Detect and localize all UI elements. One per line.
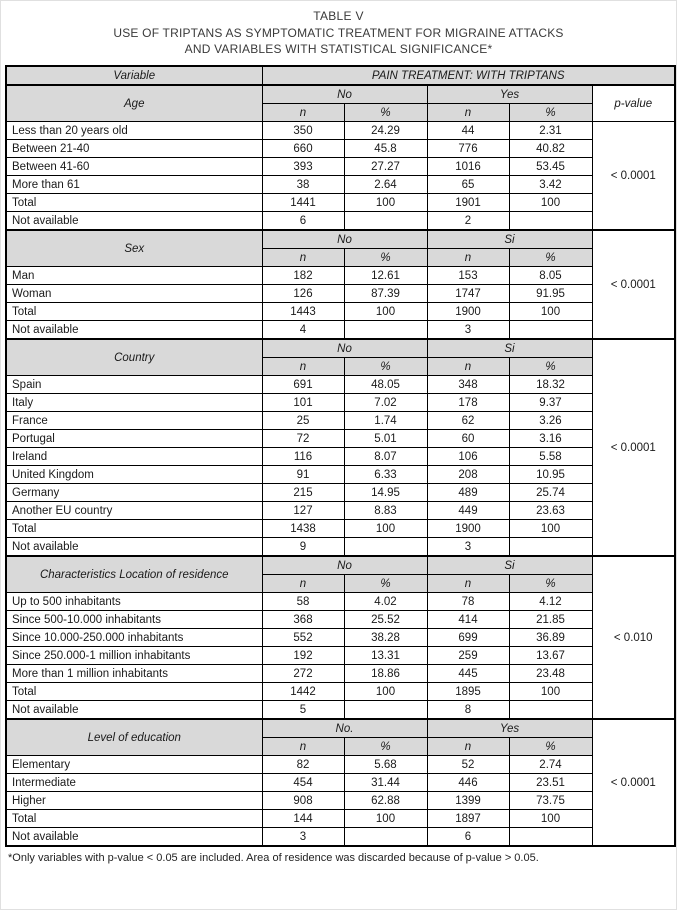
value-cell [344, 321, 427, 340]
value-cell: 48.05 [344, 376, 427, 394]
group-label-cell: No [262, 230, 427, 249]
value-cell: 31.44 [344, 774, 427, 792]
value-cell: 52 [427, 756, 509, 774]
column-header-cell: % [344, 358, 427, 376]
value-cell [344, 701, 427, 720]
value-cell: 6.33 [344, 466, 427, 484]
pvalue-cell: < 0.010 [592, 556, 675, 719]
table-row [6, 701, 675, 720]
value-cell: 100 [509, 303, 592, 321]
table-row [6, 321, 675, 340]
table-row [6, 122, 675, 140]
section-label-cell: Level of education [6, 719, 262, 756]
row-label-cell: Not available [6, 321, 262, 340]
value-cell: 208 [427, 466, 509, 484]
value-cell: 7.02 [344, 394, 427, 412]
value-cell: 101 [262, 394, 344, 412]
value-cell: 445 [427, 665, 509, 683]
value-cell: 65 [427, 176, 509, 194]
row-label-cell: Man [6, 267, 262, 285]
variable-header-cell: Variable [6, 66, 262, 85]
value-cell: 100 [344, 520, 427, 538]
row-label-cell: Spain [6, 376, 262, 394]
row-label-cell: Total [6, 194, 262, 212]
value-cell: 27.27 [344, 158, 427, 176]
table-subtitle-line2: AND VARIABLES WITH STATISTICAL SIGNIFICANCE* [184, 41, 493, 56]
table-row [6, 303, 675, 321]
value-cell: 215 [262, 484, 344, 502]
table-subtitle-line1: USE OF TRIPTANS AS SYMPTOMATIC TREATMENT FOR MIGRAINE ATTACKS [113, 26, 564, 40]
row-label-cell: Total [6, 810, 262, 828]
row-label-cell: Not available [6, 701, 262, 720]
group-label-cell: Si [427, 230, 592, 249]
value-cell: 100 [344, 194, 427, 212]
column-header-cell: % [509, 358, 592, 376]
section-header-row [6, 230, 675, 249]
value-cell: 348 [427, 376, 509, 394]
pvalue-header-cell: p-value [592, 85, 675, 122]
value-cell: 1441 [262, 194, 344, 212]
value-cell: 6 [427, 828, 509, 847]
table-row [6, 810, 675, 828]
value-cell: 192 [262, 647, 344, 665]
value-cell: 116 [262, 448, 344, 466]
value-cell [344, 828, 427, 847]
value-cell: 2.64 [344, 176, 427, 194]
section-label-cell: Age [6, 85, 262, 122]
stats-table [5, 65, 676, 847]
row-label-cell: Another EU country [6, 502, 262, 520]
value-cell: 691 [262, 376, 344, 394]
value-cell: 3 [262, 828, 344, 847]
table-row [6, 756, 675, 774]
row-label-cell: Germany [6, 484, 262, 502]
value-cell: 1900 [427, 303, 509, 321]
value-cell: 1901 [427, 194, 509, 212]
value-cell: 21.85 [509, 611, 592, 629]
value-cell: 8 [427, 701, 509, 720]
value-cell: 1900 [427, 520, 509, 538]
column-header-cell: n [427, 249, 509, 267]
value-cell: 350 [262, 122, 344, 140]
table-row [6, 194, 675, 212]
column-header-cell: n [262, 358, 344, 376]
column-header-cell: % [344, 104, 427, 122]
value-cell: 259 [427, 647, 509, 665]
value-cell: 78 [427, 593, 509, 611]
table-row [6, 774, 675, 792]
table-row [6, 828, 675, 847]
value-cell: 908 [262, 792, 344, 810]
value-cell: 10.95 [509, 466, 592, 484]
value-cell [509, 701, 592, 720]
value-cell: 73.75 [509, 792, 592, 810]
row-label-cell: Since 250.000-1 million inhabitants [6, 647, 262, 665]
section-header-row [6, 556, 675, 575]
value-cell: 100 [509, 683, 592, 701]
table-row [6, 212, 675, 231]
pvalue-cell: < 0.0001 [592, 339, 675, 556]
value-cell: 3.16 [509, 430, 592, 448]
value-cell: 5.01 [344, 430, 427, 448]
column-header-cell: % [344, 738, 427, 756]
section-header-row [6, 85, 675, 104]
row-label-cell: France [6, 412, 262, 430]
group-label-cell: Yes [427, 85, 592, 104]
value-cell: 127 [262, 502, 344, 520]
value-cell: 62.88 [344, 792, 427, 810]
column-header-cell: n [262, 249, 344, 267]
column-header-cell: n [427, 104, 509, 122]
value-cell: 82 [262, 756, 344, 774]
value-cell: 1.74 [344, 412, 427, 430]
value-cell: 3.42 [509, 176, 592, 194]
group-label-cell: Yes [427, 719, 592, 738]
table-row [6, 538, 675, 557]
group-label-cell: No [262, 85, 427, 104]
value-cell: 14.95 [344, 484, 427, 502]
main-header-row [6, 66, 675, 85]
value-cell: 100 [344, 683, 427, 701]
value-cell: 776 [427, 140, 509, 158]
table-number-title: TABLE V [313, 9, 364, 23]
column-header-cell: n [262, 738, 344, 756]
row-label-cell: Between 41-60 [6, 158, 262, 176]
table-row [6, 394, 675, 412]
pvalue-cell: < 0.0001 [592, 719, 675, 846]
value-cell: 660 [262, 140, 344, 158]
table-row [6, 140, 675, 158]
value-cell [344, 212, 427, 231]
value-cell: 5.68 [344, 756, 427, 774]
value-cell: 1442 [262, 683, 344, 701]
section-header-row [6, 339, 675, 358]
value-cell: 40.82 [509, 140, 592, 158]
pvalue-cell: < 0.0001 [592, 122, 675, 231]
value-cell: 126 [262, 285, 344, 303]
column-header-cell: n [427, 738, 509, 756]
value-cell: 368 [262, 611, 344, 629]
row-label-cell: More than 1 million inhabitants [6, 665, 262, 683]
value-cell: 38.28 [344, 629, 427, 647]
value-cell: 18.32 [509, 376, 592, 394]
value-cell: 58 [262, 593, 344, 611]
column-header-cell: % [344, 249, 427, 267]
value-cell [509, 538, 592, 557]
group-label-cell: Si [427, 339, 592, 358]
section-label-cell: Characteristics Location of residence [6, 556, 262, 593]
value-cell: 72 [262, 430, 344, 448]
column-header-cell: % [509, 575, 592, 593]
value-cell: 3 [427, 538, 509, 557]
row-label-cell: Intermediate [6, 774, 262, 792]
table-body [6, 66, 675, 846]
value-cell: 25 [262, 412, 344, 430]
value-cell: 6 [262, 212, 344, 231]
row-label-cell: Total [6, 303, 262, 321]
row-label-cell: Total [6, 683, 262, 701]
value-cell: 1016 [427, 158, 509, 176]
value-cell: 100 [509, 810, 592, 828]
value-cell: 699 [427, 629, 509, 647]
value-cell: 1895 [427, 683, 509, 701]
value-cell: 4 [262, 321, 344, 340]
group-label-cell: No. [262, 719, 427, 738]
group-label-cell: No [262, 339, 427, 358]
row-label-cell: Ireland [6, 448, 262, 466]
value-cell: 23.48 [509, 665, 592, 683]
section-label-cell: Sex [6, 230, 262, 267]
table-row [6, 466, 675, 484]
row-label-cell: Since 500-10.000 inhabitants [6, 611, 262, 629]
table-row [6, 792, 675, 810]
value-cell: 106 [427, 448, 509, 466]
value-cell: 100 [509, 194, 592, 212]
table-row [6, 267, 675, 285]
value-cell: 25.52 [344, 611, 427, 629]
value-cell: 446 [427, 774, 509, 792]
row-label-cell: Portugal [6, 430, 262, 448]
value-cell: 100 [344, 303, 427, 321]
value-cell: 5.58 [509, 448, 592, 466]
table-row [6, 158, 675, 176]
table-row [6, 430, 675, 448]
value-cell [509, 212, 592, 231]
value-cell: 45.8 [344, 140, 427, 158]
value-cell: 489 [427, 484, 509, 502]
row-label-cell: Not available [6, 212, 262, 231]
row-label-cell: Since 10.000-250.000 inhabitants [6, 629, 262, 647]
row-label-cell: Not available [6, 538, 262, 557]
column-header-cell: n [262, 575, 344, 593]
table-row [6, 176, 675, 194]
section-label-cell: Country [6, 339, 262, 376]
value-cell: 2.31 [509, 122, 592, 140]
value-cell: 8.05 [509, 267, 592, 285]
value-cell: 2 [427, 212, 509, 231]
value-cell: 4.12 [509, 593, 592, 611]
value-cell: 178 [427, 394, 509, 412]
row-label-cell: Not available [6, 828, 262, 847]
value-cell: 100 [344, 810, 427, 828]
value-cell: 23.63 [509, 502, 592, 520]
column-header-cell: % [509, 249, 592, 267]
column-header-cell: n [427, 358, 509, 376]
value-cell: 53.45 [509, 158, 592, 176]
value-cell: 3.26 [509, 412, 592, 430]
value-cell: 62 [427, 412, 509, 430]
value-cell: 272 [262, 665, 344, 683]
value-cell: 12.61 [344, 267, 427, 285]
value-cell: 23.51 [509, 774, 592, 792]
value-cell [509, 828, 592, 847]
table-row [6, 502, 675, 520]
value-cell: 552 [262, 629, 344, 647]
value-cell: 18.86 [344, 665, 427, 683]
row-label-cell: More than 61 [6, 176, 262, 194]
value-cell: 414 [427, 611, 509, 629]
value-cell: 36.89 [509, 629, 592, 647]
value-cell: 153 [427, 267, 509, 285]
group-label-cell: No [262, 556, 427, 575]
row-label-cell: Total [6, 520, 262, 538]
footnote: *Only variables with p-value < 0.05 are included. Area of residence was discarded because of p-value > 0.05. [8, 852, 539, 865]
value-cell: 91.95 [509, 285, 592, 303]
value-cell: 4.02 [344, 593, 427, 611]
value-cell: 91 [262, 466, 344, 484]
column-header-cell: n [427, 575, 509, 593]
column-header-cell: n [262, 104, 344, 122]
table-row [6, 484, 675, 502]
row-label-cell: Less than 20 years old [6, 122, 262, 140]
row-label-cell: Up to 500 inhabitants [6, 593, 262, 611]
value-cell: 24.29 [344, 122, 427, 140]
value-cell: 38 [262, 176, 344, 194]
row-label-cell: Italy [6, 394, 262, 412]
value-cell [344, 538, 427, 557]
value-cell: 25.74 [509, 484, 592, 502]
value-cell: 393 [262, 158, 344, 176]
value-cell: 9.37 [509, 394, 592, 412]
table-row [6, 593, 675, 611]
column-header-cell: % [509, 104, 592, 122]
column-header-cell: % [344, 575, 427, 593]
section-header-row [6, 719, 675, 738]
value-cell: 144 [262, 810, 344, 828]
value-cell: 182 [262, 267, 344, 285]
value-cell: 100 [509, 520, 592, 538]
value-cell: 13.67 [509, 647, 592, 665]
table-row [6, 683, 675, 701]
value-cell: 1443 [262, 303, 344, 321]
table-row [6, 412, 675, 430]
value-cell: 1399 [427, 792, 509, 810]
table-row [6, 448, 675, 466]
row-label-cell: Woman [6, 285, 262, 303]
value-cell: 1438 [262, 520, 344, 538]
value-cell: 1897 [427, 810, 509, 828]
table-row [6, 611, 675, 629]
table-row [6, 520, 675, 538]
table-row [6, 665, 675, 683]
value-cell: 5 [262, 701, 344, 720]
value-cell: 44 [427, 122, 509, 140]
value-cell: 2.74 [509, 756, 592, 774]
value-cell: 8.07 [344, 448, 427, 466]
value-cell: 13.31 [344, 647, 427, 665]
value-cell: 87.39 [344, 285, 427, 303]
value-cell: 449 [427, 502, 509, 520]
row-label-cell: United Kingdom [6, 466, 262, 484]
table-row [6, 629, 675, 647]
table-row [6, 376, 675, 394]
value-cell: 9 [262, 538, 344, 557]
value-cell: 3 [427, 321, 509, 340]
group-label-cell: Si [427, 556, 592, 575]
row-label-cell: Elementary [6, 756, 262, 774]
value-cell [509, 321, 592, 340]
table-row [6, 647, 675, 665]
row-label-cell: Higher [6, 792, 262, 810]
row-label-cell: Between 21-40 [6, 140, 262, 158]
value-cell: 1747 [427, 285, 509, 303]
column-header-cell: % [509, 738, 592, 756]
value-cell: 8.83 [344, 502, 427, 520]
value-cell: 454 [262, 774, 344, 792]
table-row [6, 285, 675, 303]
value-cell: 60 [427, 430, 509, 448]
pvalue-cell: < 0.0001 [592, 230, 675, 339]
treatment-header-cell: PAIN TREATMENT: WITH TRIPTANS [262, 66, 675, 85]
